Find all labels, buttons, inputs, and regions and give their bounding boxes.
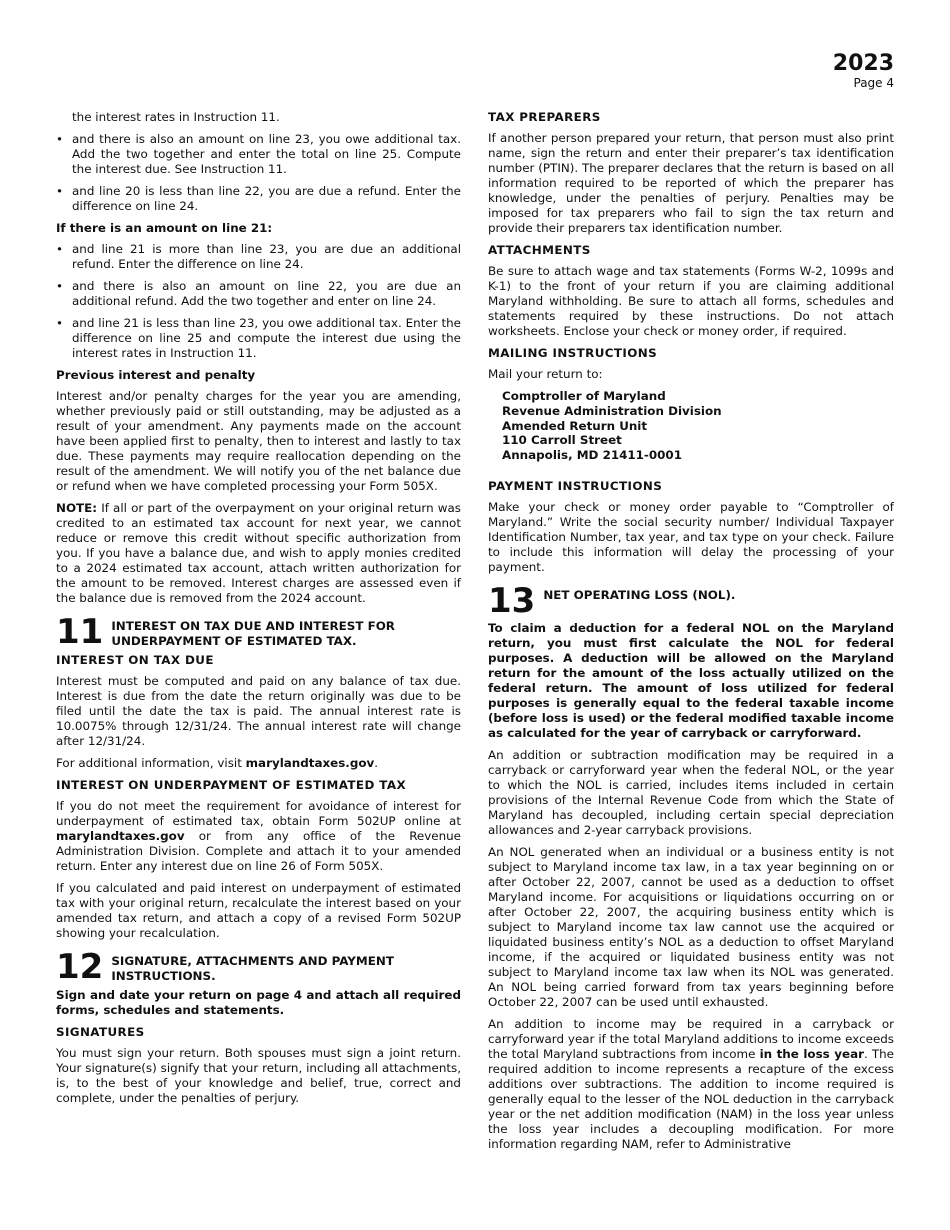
line21-heading: If there is an amount on line 21: [56, 221, 273, 235]
section-title: NET OPERATING LOSS (NOL). [543, 587, 736, 602]
address-line: Annapolis, MD 21411-0001 [502, 448, 682, 463]
nol-paragraph-1: An addition or subtraction modification may be required in a carryback or carryforward year when the federal NOL, or the year to which the NOL is carried, includes items included in certain provisions of the Internal Revenue Code from which the State of Maryland has decoupled, including certain special depreciation allowances and 2-year carryback provisions. [488, 747, 894, 837]
section-12-lead: Sign and date your return on page 4 and attach all required forms, schedules and statements. [56, 988, 461, 1017]
website-link[interactable]: marylandtaxes.gov [56, 829, 185, 843]
prev-interest-text: Interest and/or penalty charges for the year you are amending, whether previously paid or still outstanding, may be adjusted as a result of your amendment. Any payments made on the account have been applied first to penalty, then to interest and lastly to tax due. These payments may require reallocation depending on the result of the amendment. We will notify you of the net balance due or refund when we have completed processing your Form 505X. [56, 389, 461, 493]
section-13-header [488, 580, 894, 621]
section-number: 12 [56, 947, 104, 987]
payment-heading: PAYMENT INSTRUCTIONS [488, 478, 663, 493]
note-text: If all or part of the overpayment on your original return was credited to an estimated tax account for next year, we cannot reduce or remove this credit without specific authorization from you. If you have a balance due, and wish to apply monies credited to a 2024 estimated tax account, attach written authorization for the amount to be removed. Interest charges are assessed even if the balance due is removed from the 2024 account. [56, 501, 461, 605]
left-column [56, 110, 461, 1113]
section-title: INTEREST ON TAX DUE AND INTEREST FOR UNDERPAYMENT OF ESTIMATED TAX. [111, 619, 395, 648]
signatures-text: You must sign your return. Both spouses must sign a joint return. Your signature(s) signify that your return, including all attachments, is, to the best of your knowledge and belief, true, correct and complete, under the penalties of perjury. [56, 1046, 461, 1105]
tax-year: 2023 [832, 51, 894, 76]
section-12-header [56, 947, 461, 987]
payment-text: Make your check or money order payable to “Comptroller of Maryland.” Write the social security number/ Individual Taxpayer Identification Number, tax year, and tax type on your check. Failure to include this information will delay the processing of your payment. [488, 499, 894, 574]
list-item: • and there is also an amount on line 23, you owe additional tax. Add the two together and enter the total on line 25. Compute the interest due. See Instruction 11. [56, 132, 461, 177]
nol-paragraph-3 [488, 1017, 894, 1152]
underpayment-text-start: If you do not meet the requirement for avoidance of interest for underpayment of estimated tax, obtain Form 502UP online at [56, 799, 461, 828]
intro-continuation: the interest rates in Instruction 11. [72, 110, 280, 124]
signatures-heading: SIGNATURES [56, 1025, 145, 1039]
nol-paragraph-2: An NOL generated when an individual or a business entity is not subject to Maryland income tax law, in a tax year beginning on or after October 22, 2007, cannot be used as a deduction to offset Maryland income. For acquisitions or liquidations occurring on or after October 22, 2007, the acquiring business entity which is subject to Maryland income tax law cannot use the acquired or liquidated business entity’s NOL as a deduction to offset Maryland income, if the acquired or liquidated business entity was not subject to Maryland income tax law when its NOL was generated. An NOL being carried forward from tax years beginning before October 22, 2007 can be used until exhausted. [488, 844, 894, 1009]
prev-interest-heading: Previous interest and penalty [56, 368, 256, 382]
mailing-address [488, 389, 894, 463]
tax-preparers-text: If another person prepared your return, that person must also print name, sign the return and enter their preparer’s tax identification number (PTIN). The preparer declares that the return is based on all information required to be reported of which the preparer has knowledge, under the penalties of perjury. Penalties may be imposed for tax preparers who fail to sign the tax return and provide their preparers tax identification number. [488, 131, 894, 235]
page-number: Page 4 [853, 76, 894, 90]
interest-tax-due-text: Interest must be computed and paid on any balance of tax due. Interest is due from the date the return originally was due to be filed until the date the tax is paid. The annual interest rate is 10.0075% through 12/31/24. The annual interest rate will change after 12/31/24. [56, 674, 461, 748]
address-line: 110 Carroll Street [502, 433, 622, 448]
underpayment-text-end: or from any office of the Revenue Administration Division. Complete and attach it to your amended return. Enter any interest due on line 26 of Form 505X. [56, 829, 461, 873]
section-number: 11 [56, 612, 104, 652]
page-header [833, 52, 894, 90]
address-line: Amended Return Unit [502, 418, 648, 433]
punctuation: . [374, 756, 379, 770]
recalculate-text: If you calculated and paid interest on underpayment of estimated tax with your original return, recalculate the interest based on your amended tax return, and attach a copy of a revised Form 502UP showing your recalculation. [56, 881, 461, 940]
note-label: NOTE: [56, 501, 98, 515]
attachments-text: Be sure to attach wage and tax statements (Forms W-2, 1099s and K-1) to the front of your return if you are claiming additional Maryland withholding. Be sure to attach all forms, schedules and statements required by these instructions. Do not attach worksheets. Enclose your check or money order, if required. [488, 264, 894, 338]
section-title: SIGNATURE, ATTACHMENTS AND PAYMENT INSTRUCTIONS. [111, 954, 394, 983]
interest-tax-due-heading: INTEREST ON TAX DUE [56, 653, 214, 667]
list-item: • and there is also an amount on line 22, you are due an additional refund. Add the two together and enter on line 24. [56, 279, 461, 309]
list-item: • and line 21 is less than line 23, you owe additional tax. Enter the difference on line 25 and compute the interest due using the interest rates in Instruction 11. [56, 316, 461, 361]
nol-paragraph-3-end: . The required addition to income represents a recapture of the excess additions over subtractions. The addition to income required is generally equal to the lesser of the NOL deduction in the carryback year or the net addition modification (NAM) in the loss year unless the loss year includes a decoupling modification. For more information regarding NAM, refer to Administrative [488, 1046, 894, 1151]
nol-paragraph-3-start: An addition to income may be required in a carryback or carryforward year if the total Maryland additions to income exceeds the total Maryland subtractions from income [488, 1016, 894, 1061]
underpayment-heading: INTEREST ON UNDERPAYMENT OF ESTIMATED TAX [56, 778, 407, 792]
underpayment-text [56, 799, 461, 874]
section-13-lead: To claim a deduction for a federal NOL on the Maryland return, you must first calculate the NOL for federal purposes. A deduction will be allowed on the Maryland return for the amount of the loss actually utilized on the federal return. The amount of loss utilized for federal purposes is generally equal to the federal taxable income (before loss is used) or the federal modified taxable income as calculated for the year of carryback or carryforward. [488, 620, 894, 740]
section-11-header [56, 612, 461, 652]
mailing-heading: MAILING INSTRUCTIONS [488, 346, 658, 360]
attachments-heading: ATTACHMENTS [488, 243, 591, 257]
list-item: • and line 20 is less than line 22, you are due a refund. Enter the difference on line 24. [56, 184, 461, 214]
loss-year-emphasis: in the loss year [759, 1046, 864, 1061]
additional-info [56, 756, 461, 771]
additional-info-text: For additional information, visit [56, 756, 246, 770]
tax-preparers-heading: TAX PREPARERS [488, 110, 601, 124]
right-column [488, 110, 894, 1159]
section-number: 13 [488, 580, 536, 621]
website-link[interactable]: marylandtaxes.gov [245, 756, 375, 770]
note-paragraph [56, 501, 461, 606]
mailing-intro: Mail your return to: [488, 367, 603, 381]
address-line: Comptroller of Maryland [502, 389, 666, 403]
address-line: Revenue Administration Division [502, 403, 722, 418]
list-item: • and line 21 is more than line 23, you are due an additional refund. Enter the difference on line 24. [56, 242, 461, 272]
